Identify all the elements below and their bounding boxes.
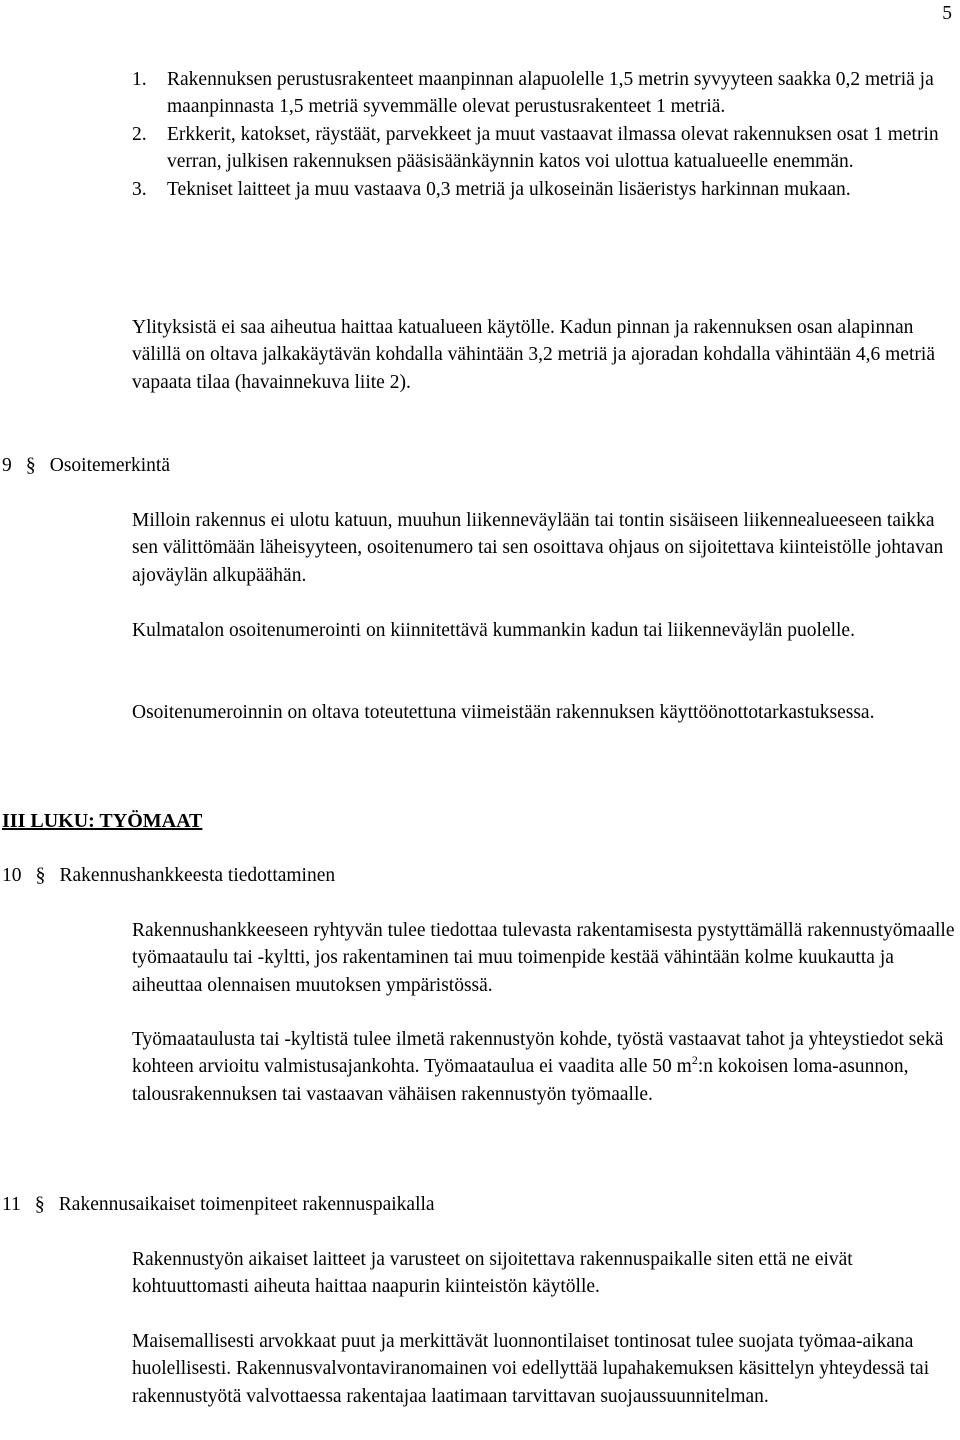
numbered-list <box>132 66 942 203</box>
list-item-text: Tekniset laitteet ja muu vastaava 0,3 metriä ja ulkoseinän lisäeristys harkinnan mukaan. <box>167 178 851 200</box>
section-9-paragraph-2: Kulmatalon osoitenumerointi on kiinnitettävä kummankin kadun tai liikenneväylän puolelle. <box>132 620 855 641</box>
section-number: 11 <box>2 1194 21 1215</box>
section-11-paragraph-2: Maisemallisesti arvokkaat puut ja merkittävät luonnontilaiset tontinosat tulee suojata työmaa-aikana huolellisesti. Rakennusvalvontaviranomainen voi edellyttää lupahakemuksen käsittelyn yhteydessä tai rakennustyötä valvottaessa rakentajaa laatimaan tarvittavan suojaussuunnitelman. <box>132 1331 930 1407</box>
page-number: 5 <box>942 3 952 24</box>
list-item-text: Rakennuksen perustusrakenteet maanpinnan alapuolelle 1,5 metrin syvyyteen saakka 0,2 metriä ja maanpinnasta 1,5 metriä syvemmälle olevat perustusrakenteet 1 metriä. <box>167 69 934 118</box>
section-11-heading <box>2 1191 435 1218</box>
section-10-paragraph-1: Rakennushankkeeseen ryhtyvän tulee tiedottaa tulevasta rakentamisesta pystyttämällä rakennustyömaalle työmaataulu tai -kyltti, jos rakentaminen tai muu toimenpide kestää vähintään kolme kuukautta ja aiheuttaa olennaisen muutoksen ympäristössä. <box>132 920 955 996</box>
section-11-paragraph-1: Rakennustyön aikaiset laitteet ja varusteet on sijoitettava rakennuspaikalle siten että ne eivät kohtuuttomasti aiheuta haittaa naapurin kiinteistön käytölle. <box>132 1249 853 1298</box>
section-10-paragraph-2 <box>132 1026 956 1108</box>
superscript: 2 <box>691 1053 698 1068</box>
list-item <box>132 176 942 203</box>
paragraph-text: Työmaataulusta tai -kyltistä tulee ilmetä rakennustyön kohde, työstä vastaavat tahot ja yhteystiedot sekä kohteen arvioitu valmistusajankohta. Työmaataulua ei vaadita alle 50 m <box>132 1029 944 1078</box>
section-mark-icon: § <box>25 454 36 476</box>
section-title: Rakennushankkeesta tiedottaminen <box>59 865 336 886</box>
overhang-paragraph: Ylityksistä ei saa aiheutua haittaa katualueen käytölle. Kadun pinnan ja rakennuksen osan alapinnan välillä on oltava jalkakäytävän kohdalla vähintään 3,2 metriä ja ajoradan kohdalla vähintään 4,6 metriä vapaata tilaa (havainnekuva liite 2). <box>132 317 935 393</box>
section-title: Osoitemerkintä <box>49 455 170 476</box>
section-number: 9 <box>2 455 12 476</box>
list-item-number: 3. <box>132 178 147 200</box>
section-number: 10 <box>2 865 22 886</box>
section-10-heading <box>2 862 335 889</box>
section-9-paragraph-1: Milloin rakennus ei ulotu katuun, muuhun liikenneväylään tai tontin sisäiseen liikennealueeseen taikka sen välittömään läheisyyteen, osoitenumero tai sen osoittava ohjaus on sijoitettava kiinteistölle johtavan ajoväylän alkupäähän. <box>132 510 944 586</box>
chapter-heading: III LUKU: TYÖMAAT <box>2 810 203 832</box>
section-9-heading <box>2 452 170 479</box>
list-item-text: Erkkerit, katokset, räystäät, parvekkeet ja muut vastaavat ilmassa olevat rakennuksen osat 1 metrin verran, julkisen rakennuksen pääsisäänkäynnin katos voi ulottua katualueelle enemmän. <box>167 123 939 173</box>
list-item <box>132 66 942 121</box>
section-9-paragraph-3: Osoitenumeroinnin on oltava toteutettuna viimeistään rakennuksen käyttöönottotarkastuksessa. <box>132 702 875 723</box>
paragraph-text: :n kokoisen loma-asunnon, talousrakennuksen tai vastaavan vähäisen rakennustyön työmaalle. <box>132 1056 909 1105</box>
list-item-number: 1. <box>132 69 147 90</box>
section-title: Rakennusaikaiset toimenpiteet rakennuspaikalla <box>58 1194 435 1215</box>
section-mark-icon: § <box>34 1193 45 1215</box>
list-item <box>132 121 942 176</box>
section-mark-icon: § <box>35 864 46 886</box>
list-item-number: 2. <box>132 123 147 145</box>
